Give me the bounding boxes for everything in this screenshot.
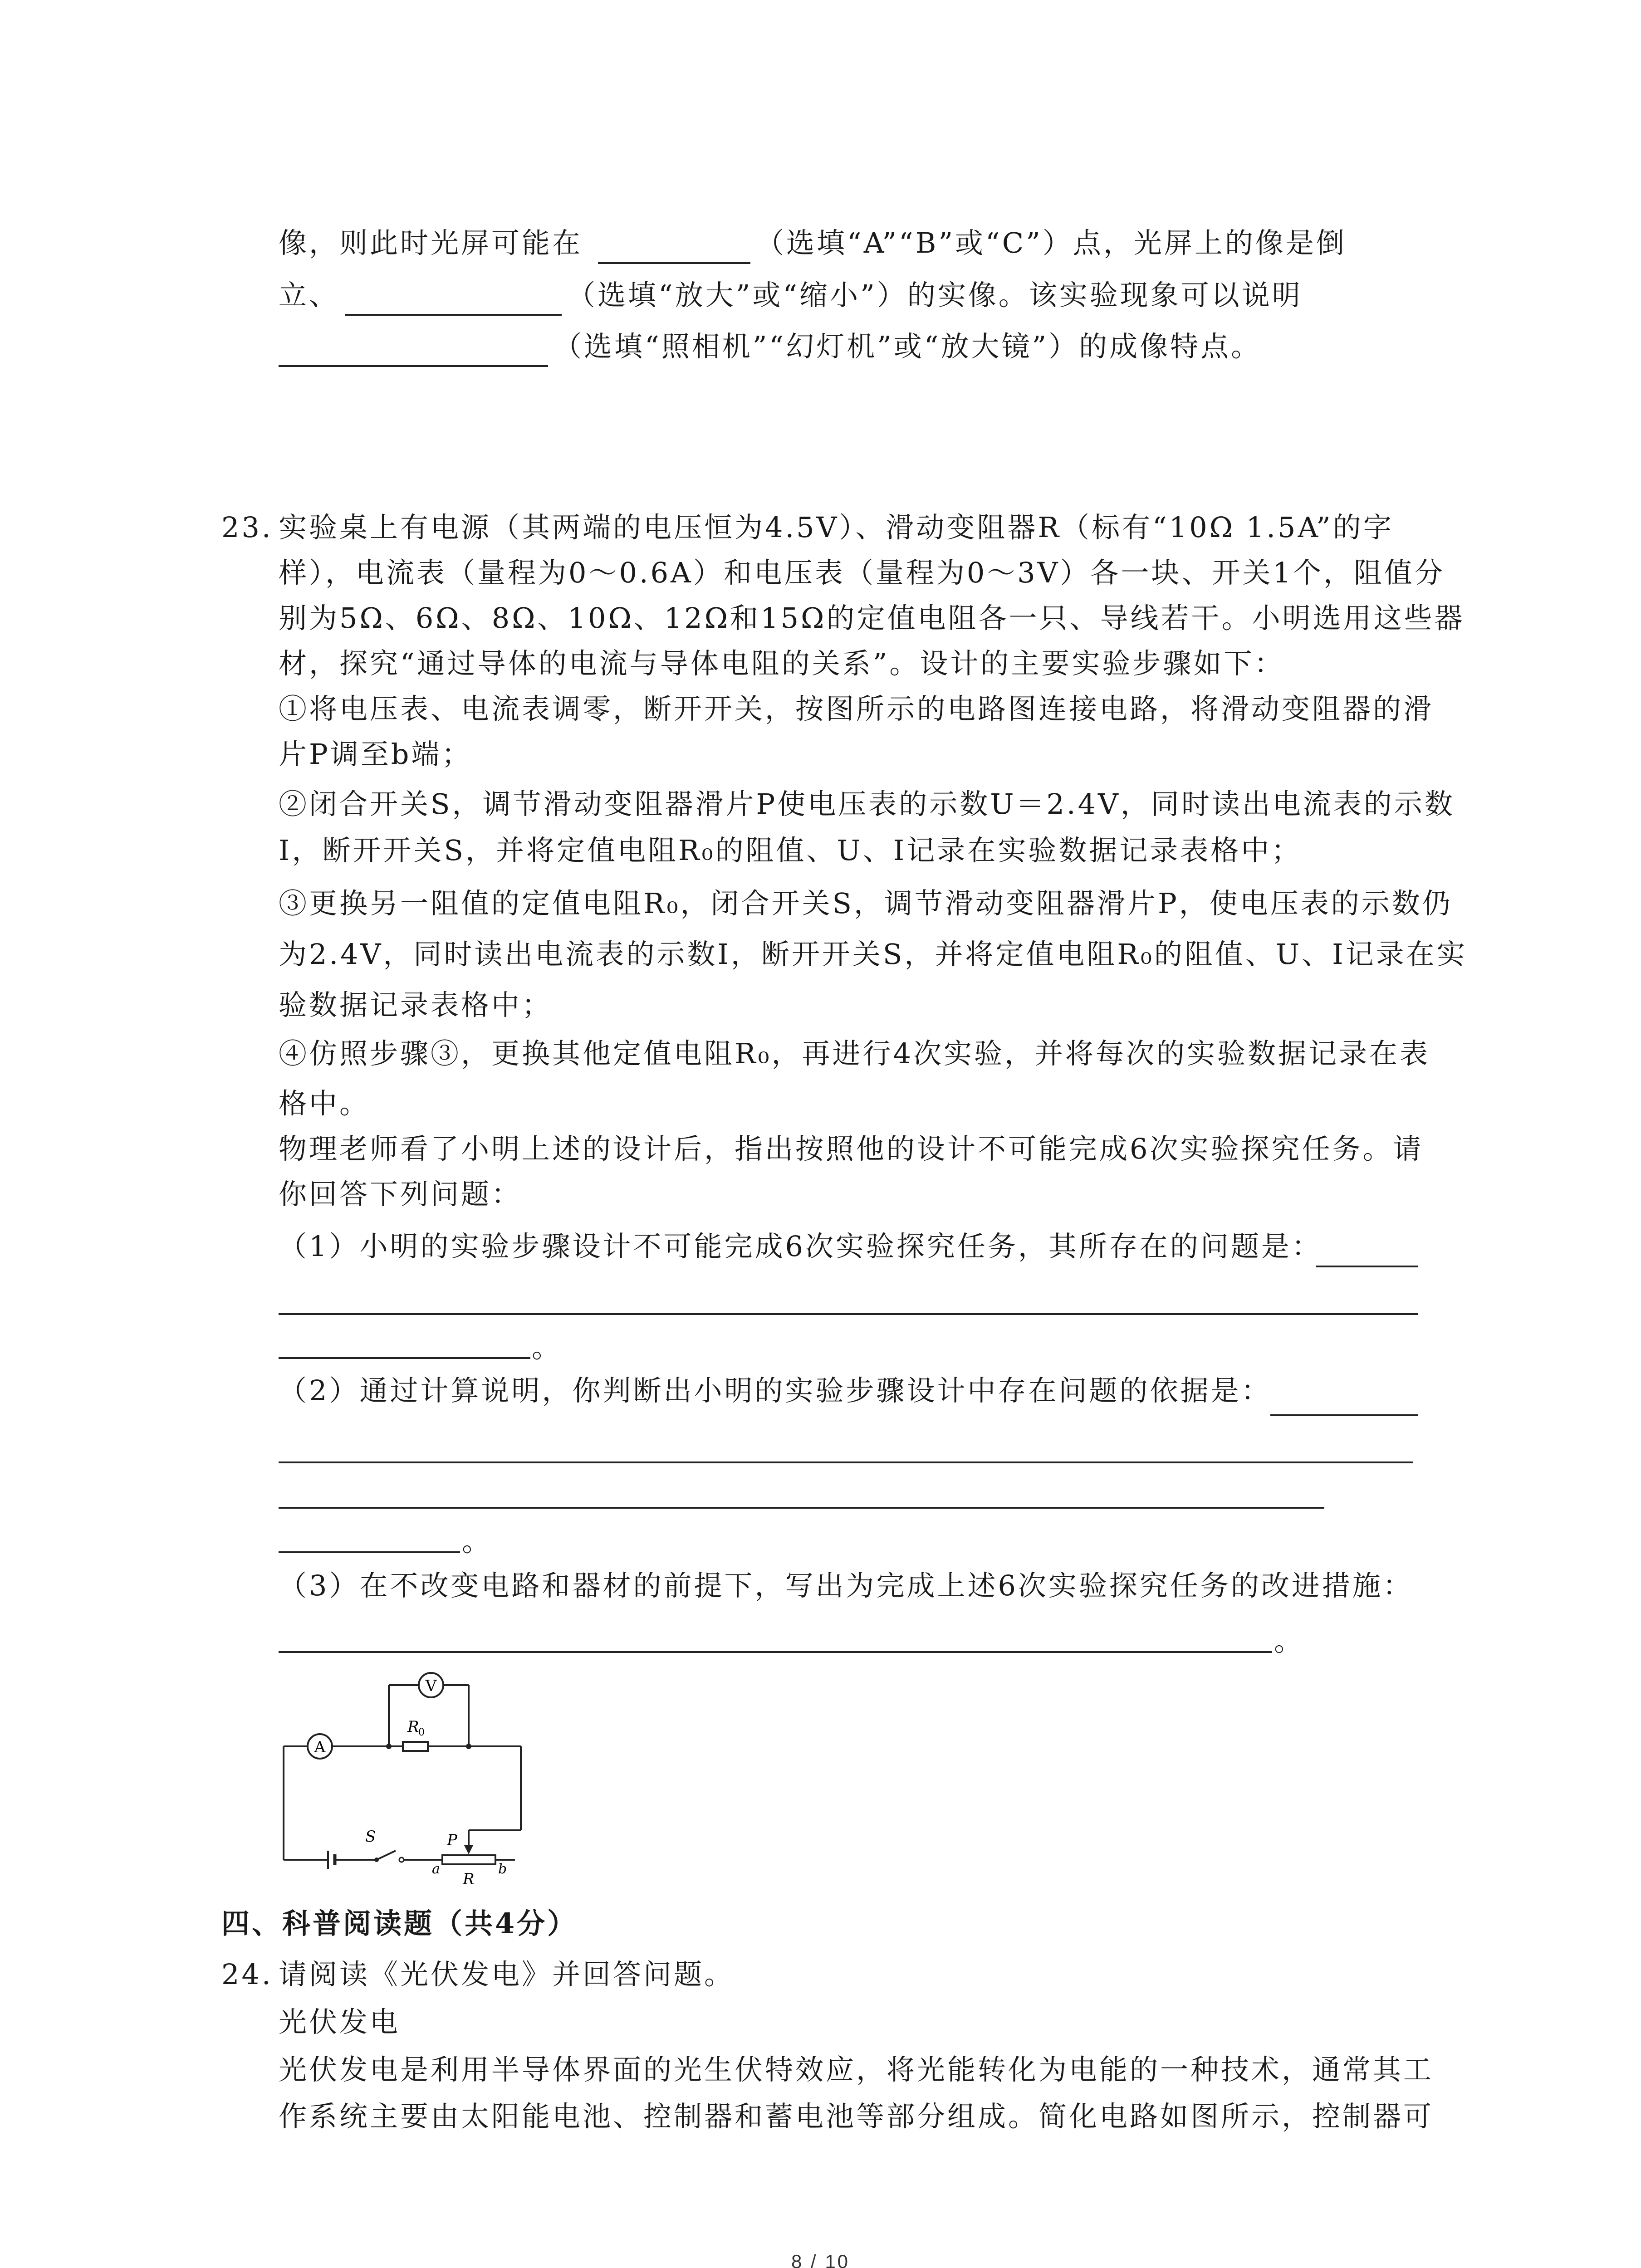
- q23-sub2-prompt: （2）通过计算说明，你判断出小明的实验步骤设计中存在问题的依据是：: [279, 1374, 1272, 1407]
- r0-subscript: 0: [418, 1727, 425, 1738]
- q22-line-1a: 像，则此时光屏可能在: [279, 226, 583, 259]
- slider-label: P: [447, 1831, 457, 1849]
- q23-sub3-period: 。: [1274, 1624, 1305, 1657]
- q23-step3-line: 验数据记录表格中；: [279, 988, 553, 1022]
- q24-intro: 请阅读《光伏发电》并回答问题。: [279, 1958, 735, 1991]
- q23-step2-line: I，断开开关S，并将定值电阻R₀的阻值、U、I记录在实验数据记录表格中；: [279, 834, 1302, 867]
- answer-blank-q23-2d[interactable]: [279, 1551, 460, 1553]
- q24-paragraph-line: 作系统主要由太阳能电池、控制器和蓄电池等部分组成。简化电路如图所示，控制器可: [279, 2100, 1434, 2133]
- q24-paragraph-line: 光伏发电是利用半导体界面的光生伏特效应，将光能转化为电能的一种技术，通常其工: [279, 2053, 1434, 2086]
- q23-step1-line: ①将电压表、电流表调零，断开开关，按图所示的电路图连接电路，将滑动变阻器的滑: [279, 692, 1434, 725]
- answer-blank-q23-1b[interactable]: [279, 1313, 1418, 1315]
- q22-line-2b: （选填“放大”或“缩小”）的实像。该实验现象可以说明: [567, 279, 1303, 312]
- q23-text-line: 物理老师看了小明上述的设计后，指出按照他的设计不可能完成6次实验探究任务。请: [279, 1132, 1424, 1165]
- q23-sub1-prompt: （1）小明的实验步骤设计不可能完成6次实验探究任务，其所存在的问题是：: [279, 1230, 1322, 1263]
- section-4-heading: 四、科普阅读题（共4分）: [221, 1907, 578, 1940]
- q23-step1-line: 片P调至b端；: [279, 738, 472, 771]
- q23-number: 23.: [221, 511, 273, 544]
- q23-text-line: 别为5Ω、6Ω、8Ω、10Ω、12Ω和15Ω的定值电阻各一只、导线若干。小明选用这些器: [279, 601, 1465, 635]
- q22-line-1b: （选填“A”“B”或“C”）点，光屏上的像是倒: [756, 226, 1347, 259]
- q24-article-title: 光伏发电: [279, 2005, 401, 2038]
- answer-blank-q22-3[interactable]: [279, 365, 548, 367]
- q23-step3-line: ③更换另一阻值的定值电阻R₀，闭合开关S，调节滑动变阻器滑片P，使电压表的示数仍: [279, 887, 1453, 920]
- voltmeter-label: V: [425, 1677, 437, 1695]
- r0-label: R: [407, 1718, 419, 1736]
- q23-sub2-period: 。: [462, 1525, 493, 1558]
- q23-text-line: 你回答下列问题：: [279, 1178, 522, 1211]
- q23-sub3-prompt: （3）在不改变电路和器材的前提下，写出为完成上述6次实验探究任务的改进措施：: [279, 1569, 1413, 1602]
- q22-line-2a: 立、: [279, 279, 340, 312]
- answer-blank-q23-2b[interactable]: [279, 1461, 1413, 1463]
- rheostat-end-a: a: [432, 1861, 440, 1877]
- rheostat-end-b: b: [498, 1861, 507, 1877]
- answer-blank-q23-1c[interactable]: [279, 1357, 530, 1359]
- answer-blank-q23-3[interactable]: [279, 1651, 1272, 1653]
- answer-blank-q22-1[interactable]: [598, 262, 750, 264]
- answer-blank-q23-1a[interactable]: [1316, 1266, 1418, 1267]
- q23-step2-line: ②闭合开关S，调节滑动变阻器滑片P使电压表的示数U＝2.4V，同时读出电流表的示数: [279, 787, 1455, 821]
- ammeter-label: A: [314, 1738, 326, 1756]
- q23-step3-line: 为2.4V，同时读出电流表的示数I，断开开关S，并将定值电阻R₀的阻值、U、I记录在实: [279, 938, 1467, 971]
- q23-text-line: 材，探究“通过导体的电流与导体电阻的关系”。设计的主要实验步骤如下：: [279, 647, 1285, 680]
- switch-label: S: [365, 1828, 376, 1846]
- q22-line-3: （选填“照相机”“幻灯机”或“放大镜”）的成像特点。: [554, 330, 1262, 363]
- page-number: 8 / 10: [791, 2251, 850, 2268]
- q23-sub1-period: 。: [532, 1331, 563, 1364]
- q23-text-line: 实验桌上有电源（其两端的电压恒为4.5V）、滑动变阻器R（标有“10Ω 1.5A”的字: [279, 511, 1394, 544]
- q23-step4-line: 格中。: [279, 1087, 370, 1120]
- q23-text-line: 样），电流表（量程为0～0.6A）和电压表（量程为0～3V）各一块、开关1个，阻值分: [279, 556, 1445, 589]
- rheostat-label: R: [463, 1870, 475, 1887]
- answer-blank-q23-2c[interactable]: [279, 1507, 1324, 1509]
- q23-step4-line: ④仿照步骤③，更换其他定值电阻R₀，再进行4次实验，并将每次的实验数据记录在表: [279, 1037, 1430, 1070]
- answer-blank-q22-2[interactable]: [345, 314, 562, 316]
- q24-number: 24.: [221, 1958, 273, 1991]
- circuit-diagram: [263, 1660, 544, 1887]
- answer-blank-q23-2a[interactable]: [1270, 1414, 1418, 1416]
